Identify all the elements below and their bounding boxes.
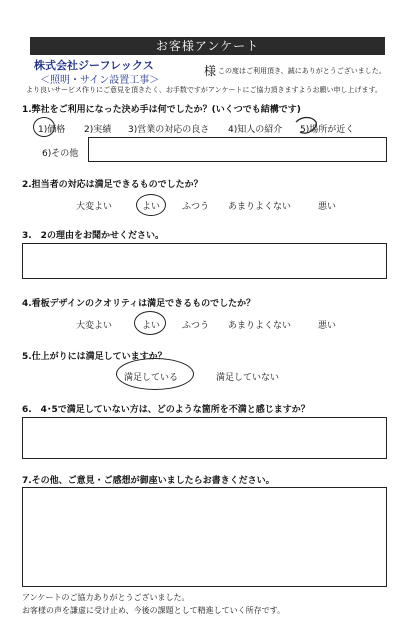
company-name: 株式会社ジーフレックス	[34, 59, 154, 72]
footer-commitment: お客様の声を謙虚に受け止め、今後の課題として精進していく所存です。	[22, 606, 286, 615]
q5-option-not-satisfied[interactable]: 満足していない	[216, 373, 280, 383]
q2-question: 2.担当者の対応は満足できるものでしたか？	[22, 180, 203, 190]
q1-question: 1.弊社をご利用になった決め手は何でしたか？(いくつでも結構です)	[22, 105, 301, 115]
q1-option-referral[interactable]: 4)知人の紹介	[228, 125, 283, 135]
q2-option-very-good[interactable]: 大変よい	[76, 202, 113, 212]
q1-option-location[interactable]: 5)場所が近く	[300, 125, 355, 135]
q6-question: 6. 4･5で満足していない方は、どのような箇所を不満と感じますか？	[22, 405, 310, 415]
customer-honorific: 様	[204, 64, 217, 78]
q7-answer-field[interactable]	[22, 487, 387, 587]
q1-option-price[interactable]: 1)価格	[38, 125, 66, 135]
company-division: ＜照明・サイン設置工事＞	[40, 75, 160, 86]
q2-option-good[interactable]: よい	[142, 202, 161, 212]
q3-answer-field[interactable]	[22, 243, 387, 279]
q5-question: 5.仕上がりには満足していますか？	[22, 352, 167, 362]
greeting-line-1: この度はご利用頂き、誠にありがとうございました。	[218, 67, 386, 75]
q2-option-bad[interactable]: 悪い	[318, 202, 337, 212]
footer-thanks: アンケートのご協力ありがとうございました。	[22, 593, 190, 602]
q1-other-field[interactable]	[88, 137, 387, 162]
q4-option-good[interactable]: よい	[142, 321, 161, 331]
survey-title-banner: お客様アンケート	[30, 37, 385, 55]
q4-answer-circle-mark	[134, 311, 166, 335]
q3-question: 3. 2の理由をお聞かせください。	[22, 231, 164, 241]
q6-answer-field[interactable]	[22, 417, 387, 459]
q2-option-not-good[interactable]: あまりよくない	[228, 202, 292, 212]
q4-question: 4.看板デザインのクオリティは満足できるものでしたか？	[22, 299, 256, 309]
q4-option-average[interactable]: ふつう	[182, 321, 210, 331]
q1-other-label: 6)その他	[42, 149, 79, 159]
q2-answer-circle-mark	[136, 194, 166, 216]
q2-option-average[interactable]: ふつう	[182, 202, 210, 212]
q4-option-very-good[interactable]: 大変よい	[76, 321, 113, 331]
q4-option-bad[interactable]: 悪い	[318, 321, 337, 331]
q5-option-satisfied[interactable]: 満足している	[124, 373, 179, 383]
q5-answer-circle-mark	[116, 358, 194, 390]
q4-option-not-good[interactable]: あまりよくない	[228, 321, 292, 331]
q1-answer-circle-mark	[33, 117, 55, 137]
greeting-line-2: より良いサービス作りにご意見を頂きたく、お手数ですがアンケートにご協力頂きますようお願い申し上げます。	[26, 86, 382, 94]
q7-question: 7.その他、ご意見・ご感想が御座いましたらお書きください。	[22, 476, 275, 486]
q1-answer-check-mark	[292, 112, 322, 140]
q1-option-sales-response[interactable]: 3)営業の対応の良さ	[128, 125, 210, 135]
q1-option-track-record[interactable]: 2)実績	[84, 125, 112, 135]
